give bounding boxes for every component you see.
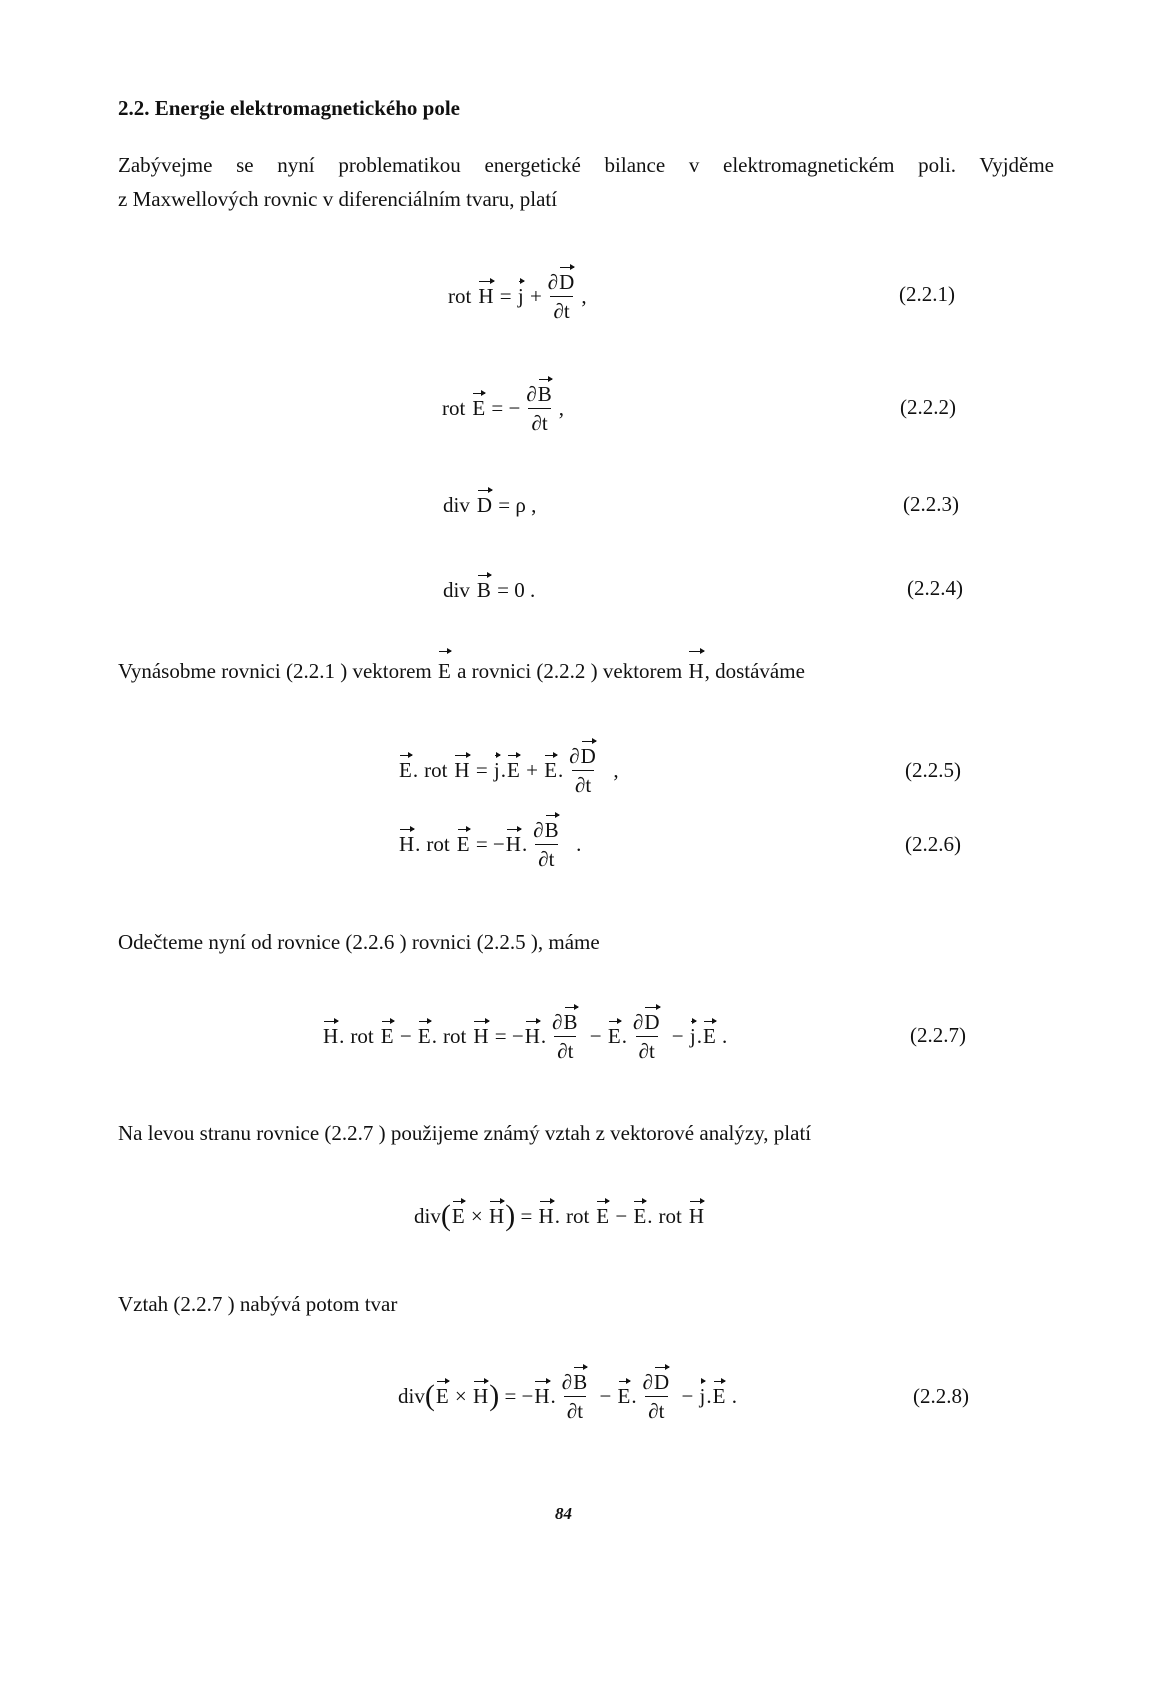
equation-2-2-7: H . rot E − E . rot H = − H . $\frac{\partial B}{\partial t}$ − E . $\frac{\partial D}{\partial t}$ − j . E . [323, 1009, 728, 1063]
intro-line-2: z Maxwellových rovnic v diferenciálním tvaru, platí [118, 187, 558, 211]
equation-number: (2.2.6) [905, 832, 961, 856]
fraction: $\frac{\partial D}{\partial t}$ [547, 269, 575, 323]
equation-number: (2.2.1) [899, 282, 955, 306]
paragraph-result: Vztah (2.2.7 ) nabývá potom tvar [118, 1292, 398, 1316]
equation-number: (2.2.2) [900, 395, 956, 419]
fraction: $\frac{\partial D}{\partial t}$ [642, 1369, 670, 1423]
equation-number: (2.2.7) [910, 1023, 966, 1047]
fraction: $\frac{\partial D}{\partial t}$ [632, 1009, 660, 1063]
equation-number: (2.2.3) [903, 492, 959, 516]
paragraph-identity: Na levou stranu rovnice (2.2.7 ) použijeme známý vztah z vektorové analýzy, platí [118, 1121, 812, 1145]
section-title: 2.2. Energie elektromagnetického pole [118, 96, 460, 120]
equation-number: (2.2.8) [913, 1384, 969, 1408]
intro-line-1: Zabývejme se nyní problematikou energetické bilance v elektromagnetickém poli. Vyjděme [118, 153, 1054, 177]
equation-2-2-5: E . rot H = j . E + E . $\frac{\partial D}{\partial t}$ , [399, 743, 619, 797]
equation-number: (2.2.5) [905, 758, 961, 782]
equation-2-2-4: div B = 0 . [443, 577, 536, 602]
fraction: $\frac{\partial B}{\partial t}$ [526, 381, 552, 435]
fraction: $\frac{\partial D}{\partial t}$ [569, 743, 596, 797]
fraction: $\frac{\partial B}{\partial t}$ [552, 1009, 578, 1063]
equation-2-2-6: H . rot E = − H . $\frac{\partial B}{\partial t}$ . [399, 817, 582, 871]
equation-2-2-1: rot H = j + $\frac{\partial D}{\partial t}$ , [448, 269, 587, 323]
equation-identity: div ( E × H ) = H . rot E − E . rot H [414, 1199, 705, 1232]
paragraph-multiply: Vynásobme rovnici (2.2.1 ) vektorem E a rovnici (2.2.2 ) vektorem H, dostáváme [118, 654, 1054, 688]
equation-2-2-8: div ( E × H ) = − H . $\frac{\partial B}{\partial t}$ − E . $\frac{\partial D}{\partial t}$ − j . E . [398, 1369, 737, 1423]
fraction: $\frac{\partial B}{\partial t}$ [533, 817, 559, 871]
fraction: $\frac{\partial B}{\partial t}$ [561, 1369, 588, 1423]
equation-number: (2.2.4) [907, 576, 963, 600]
intro-paragraph [118, 148, 1054, 216]
equation-2-2-3: div D = ρ , [443, 492, 537, 517]
equation-2-2-2: rot E = − $\frac{\partial B}{\partial t}$ , [442, 381, 564, 435]
page-number: 84 [555, 1504, 572, 1523]
paragraph-subtract: Odečteme nyní od rovnice (2.2.6 ) rovnici (2.2.5 ), máme [118, 930, 600, 954]
